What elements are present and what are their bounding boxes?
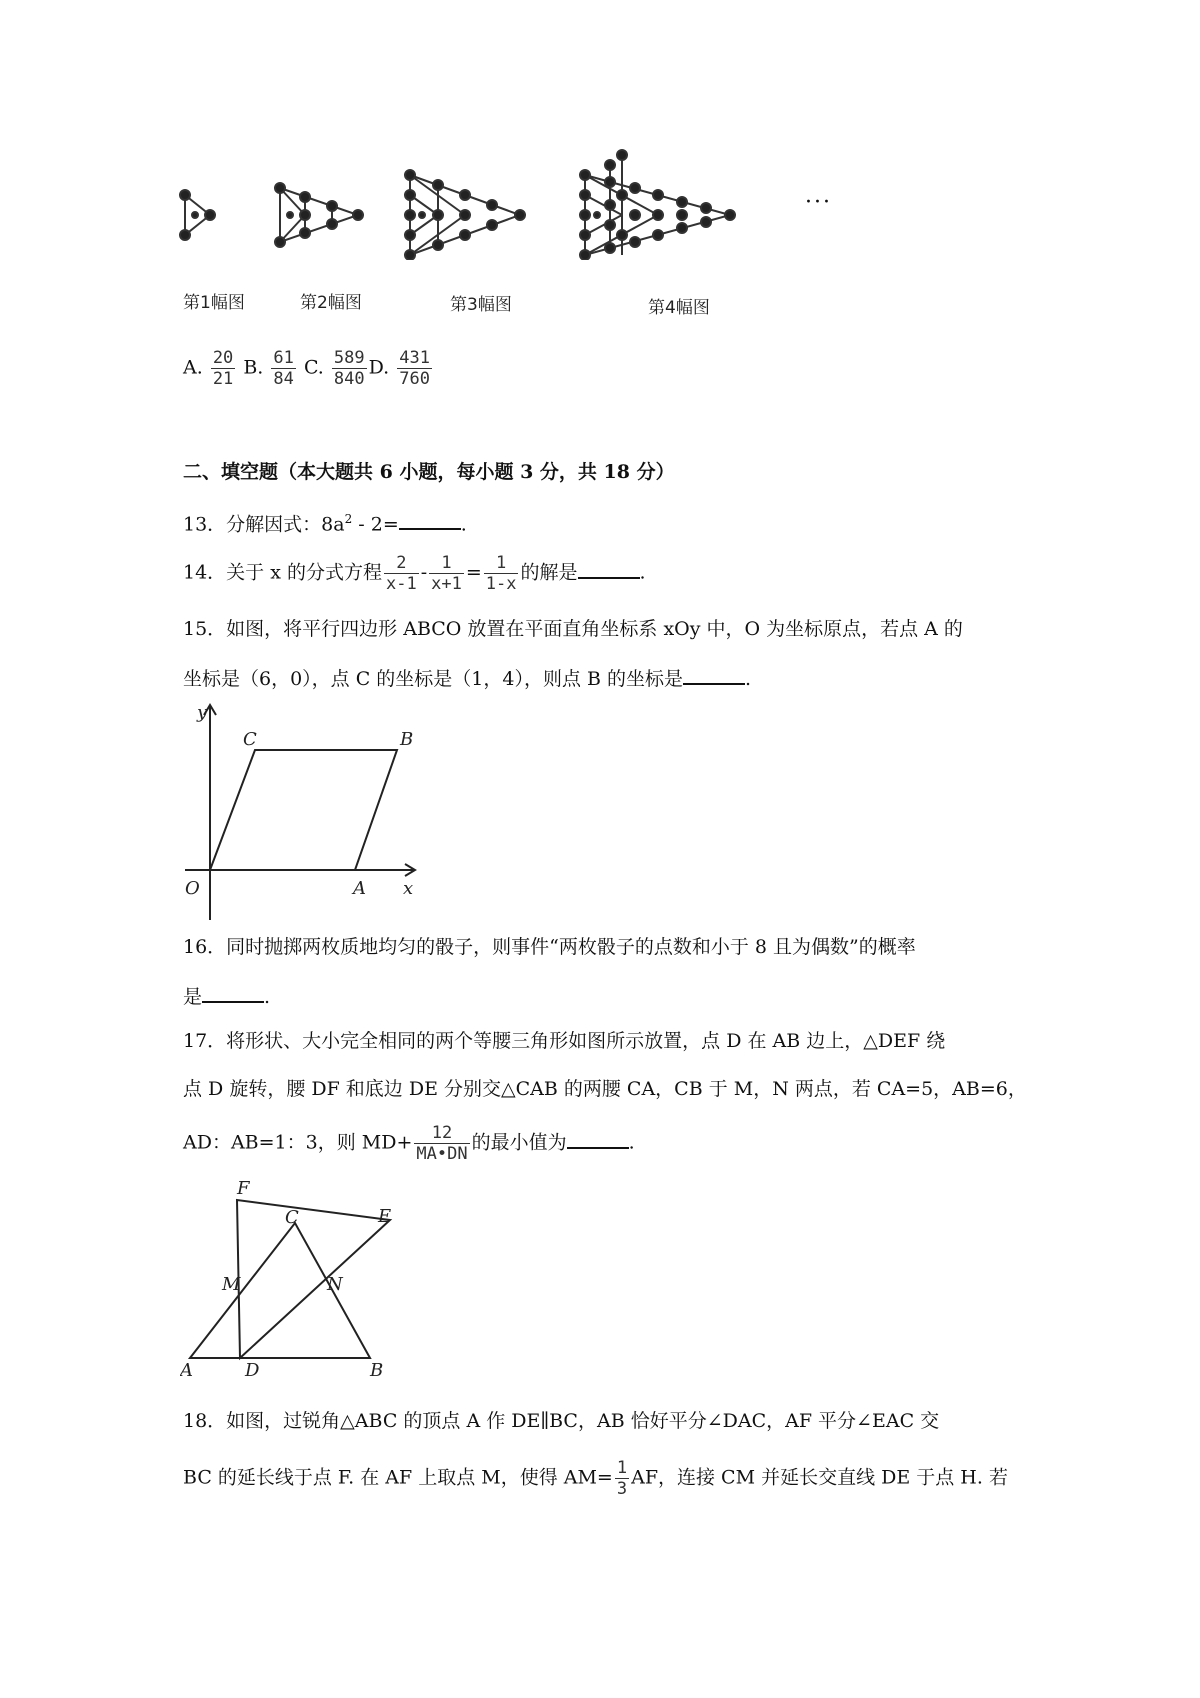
q12-options [183,348,434,389]
label-x: x [403,878,414,899]
question-18-line-2: BC 的延长线于点 F. 在 AF 上取点 M，使得 AM= $\frac{1}{3}$ AF，连接 CM 并延长交直线 DE 于点 H. 若 [183,1458,1008,1499]
question-14: 14．关于 x 的分式方程 $\frac{2}{x-1}$ - $\frac{1}{x+1}$ = $\frac{1}{1-x}$ 的解是 . [183,553,646,594]
label-a2: A [180,1360,193,1378]
figure-label-1: 第1幅图 [183,293,245,313]
label-y: y [197,702,208,723]
figure-label-2: 第2幅图 [300,293,362,313]
label-f: F [237,1178,250,1199]
figure-3 [405,170,525,260]
label-c2: C [285,1207,299,1228]
figure-label-3: 第3幅图 [450,295,512,315]
label-d: D [245,1360,260,1378]
question-16-line-1: 16．同时抛掷两枚质地均匀的骰子，则事件“两枚骰子的点数和小于 8 且为偶数”的概率 [183,936,916,958]
question-17-line-2: 点 D 旋转，腰 DF 和底边 DE 分别交△CAB 的两腰 CA，CB 于 M，N 两点，若 CA=5，AB=6， [183,1078,1027,1100]
option-d-fraction: $\frac{431}{760}$ [399,348,430,389]
label-n: N [327,1274,343,1295]
option-d-label: D. [368,356,390,379]
question-16-line-2: 是 . [183,981,270,1011]
question-17-line-1: 17．将形状、大小完全相同的两个等腰三角形如图所示放置，点 D 在 AB 边上，△DEF 绕 [183,1030,946,1052]
dot-triangle-figure [160,140,880,260]
figure-1 [180,190,215,240]
option-c-fraction: $\frac{589}{840}$ [333,348,365,389]
figure-2 [275,183,363,247]
triangle-cab [190,1223,370,1358]
option-a-fraction: $\frac{20}{21}$ [212,348,234,389]
question-17-line-3: AD：AB=1：3，则 MD+ $\frac{12}{MA•DN}$ 的最小值为 . [183,1123,635,1164]
section-2-heading: 二、填空题（本大题共 6 小题，每小题 3 分，共 18 分） [183,461,675,483]
option-b-label: B. [243,356,264,379]
option-c-label: C. [303,356,324,379]
question-13: 13．分解因式：$8a^2 - 2=$ . [183,505,467,538]
parallelogram-abco [210,750,397,870]
label-o: O [185,878,200,899]
triangle-def [237,1200,390,1358]
question-15-line-1: 15．如图，将平行四边形 ABCO 放置在平面直角坐标系 xOy 中，O 为坐标原点，若点 A 的 [183,618,963,640]
question-15-line-2: 坐标是（6，0），点 C 的坐标是（1，4），则点 B 的坐标是 . [183,663,751,693]
parallelogram-figure [175,700,425,925]
answer-blank-14[interactable] [578,557,640,579]
label-e: E [378,1206,392,1227]
label-b2: B [370,1360,384,1378]
figure-4 [580,150,735,260]
label-a: A [353,878,366,899]
figure-label-4: 第4幅图 [648,298,710,318]
triangles-figure [180,1178,410,1378]
label-b: B [400,729,414,750]
label-m: M [222,1274,241,1295]
label-c: C [243,729,257,750]
option-b-fraction: $\frac{61}{84}$ [273,348,294,389]
answer-blank-17[interactable] [567,1127,629,1149]
answer-blank-15[interactable] [683,663,745,685]
answer-blank-16[interactable] [202,981,264,1003]
answer-blank-13[interactable] [399,508,461,530]
question-18-line-1: 18．如图，过锐角△ABC 的顶点 A 作 DE∥BC，AB 恰好平分∠DAC，AF 平分∠EAC 交 [183,1410,940,1432]
option-a-label: A. [183,356,203,379]
ellipsis: ··· [805,190,832,215]
